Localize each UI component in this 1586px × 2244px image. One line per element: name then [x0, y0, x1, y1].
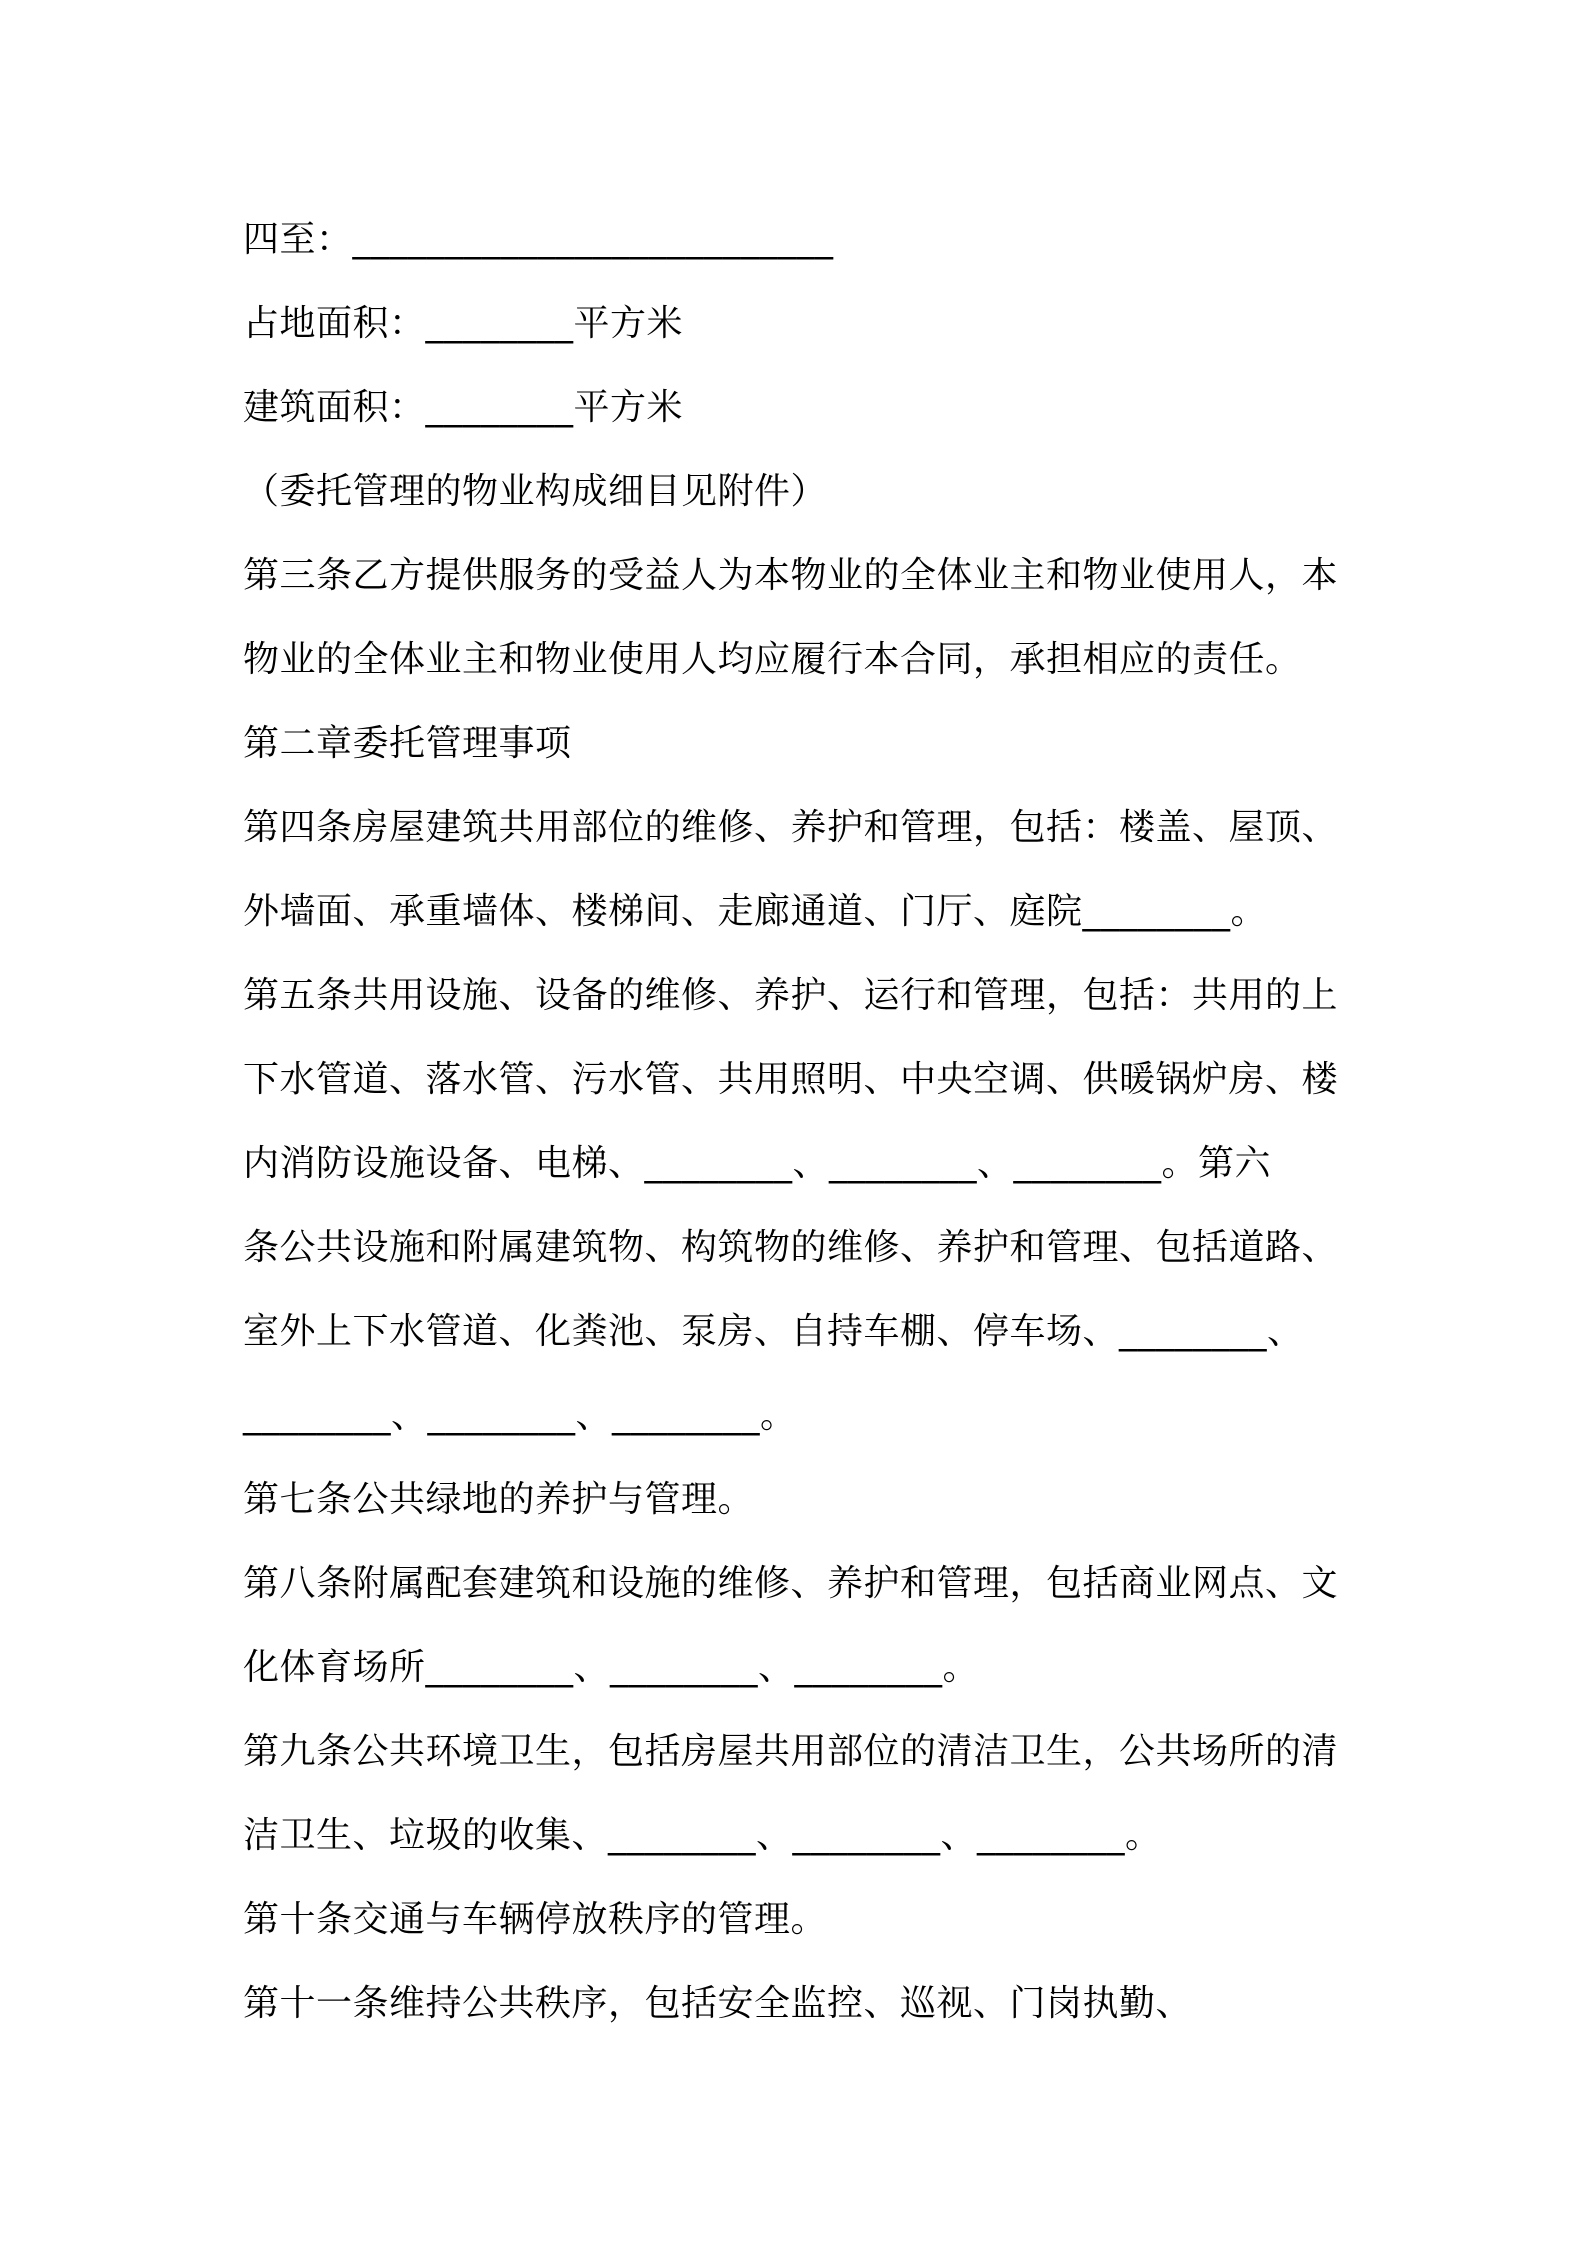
article-9-line-2: 洁卫生、垃圾的收集、________、________、________。: [243, 1815, 1162, 1856]
article-8-line-1: 第八条附属配套建筑和设施的维修、养护和管理，包括商业网点、文: [243, 1563, 1339, 1604]
attachment-note: （委托管理的物业构成细目见附件）: [243, 471, 828, 512]
article-8-line-2: 化体育场所________、________、________。: [243, 1647, 980, 1688]
boundaries-line: 四至：__________________________: [243, 219, 834, 260]
article-5-line-1: 第五条共用设施、设备的维修、养护、运行和管理，包括：共用的上: [243, 975, 1339, 1016]
article-11-line: 第十一条维持公共秩序，包括安全监控、巡视、门岗执勤、: [243, 1983, 1193, 2024]
article-9-line-1: 第九条公共环境卫生，包括房屋共用部位的清洁卫生，公共场所的清: [243, 1731, 1339, 1772]
article-6-line-3: ________、________、________。: [243, 1395, 797, 1436]
building-area-line: 建筑面积：________平方米: [243, 387, 684, 428]
article-5-line-3: 内消防设施设备、电梯、________、________、________。第六: [243, 1143, 1272, 1184]
article-3-line-1: 第三条乙方提供服务的受益人为本物业的全体业主和物业使用人，本: [243, 555, 1339, 596]
article-7-line: 第七条公共绿地的养护与管理。: [243, 1479, 755, 1520]
article-6-line-2: 室外上下水管道、化粪池、泵房、自持车棚、停车场、________、: [243, 1311, 1304, 1352]
article-10-line: 第十条交通与车辆停放秩序的管理。: [243, 1899, 828, 1940]
chapter-2-heading: 第二章委托管理事项: [243, 723, 572, 764]
article-4-line-2: 外墙面、承重墙体、楼梯间、走廊通道、门厅、庭院________。: [243, 891, 1268, 932]
article-5-line-2: 下水管道、落水管、污水管、共用照明、中央空调、供暖锅炉房、楼: [243, 1059, 1339, 1100]
document-body: [243, 198, 1363, 2046]
article-6-line-1: 条公共设施和附属建筑物、构筑物的维修、养护和管理、包括道路、: [243, 1227, 1339, 1268]
land-area-line: 占地面积：________平方米: [243, 303, 684, 344]
article-3-line-2: 物业的全体业主和物业使用人均应履行本合同，承担相应的责任。: [243, 639, 1302, 680]
article-4-line-1: 第四条房屋建筑共用部位的维修、养护和管理，包括：楼盖、屋顶、: [243, 807, 1339, 848]
